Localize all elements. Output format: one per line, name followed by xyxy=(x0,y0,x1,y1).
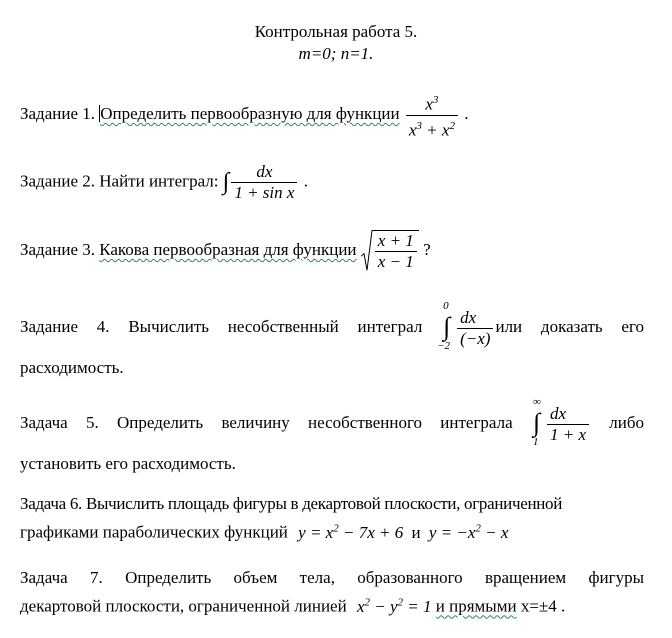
task-7-line1: Определить объем тела, образованного вращением фигуры xyxy=(125,568,645,587)
task-2 xyxy=(20,162,308,203)
task-2-text: Найти интеграл: xyxy=(99,171,219,191)
task-2-fraction: $\frac{dx}{\text{1 + sin x}}$ xyxy=(231,162,297,203)
task-2-label: Задание 2. xyxy=(20,171,95,191)
task-5-fraction: $\frac{dx}{1 + x}$ xyxy=(547,404,589,445)
task-3-tail: ? xyxy=(423,239,431,259)
task-6-line1: Вычислить площадь фигуры в декартовой плоскости, ограниченной xyxy=(85,494,563,513)
task-6-line2: графиками параболических функций $y = x^2 - 7x + 6$ и $y = -x^2 - x$ xyxy=(20,522,509,542)
task-1 xyxy=(20,90,468,140)
task-4 xyxy=(20,300,644,352)
definite-integral-sign: ∞ ∫ 1 xyxy=(532,396,541,448)
task-1-fraction: $\frac{x^3}{x^3 + x^2}$ xyxy=(406,90,458,140)
task-3 xyxy=(20,230,431,272)
task-6-formula-2: $y = -x^2 - x$ xyxy=(428,522,509,542)
integral-sign: ∫ xyxy=(222,169,230,195)
document-params: m=0; n=1. xyxy=(298,44,374,63)
task-5-line2: установить его расходимость. xyxy=(20,454,236,473)
document-title: Контрольная работа 5. xyxy=(254,22,418,41)
task-7-formula: $x^2 - y^2 = 1$ xyxy=(356,596,432,616)
task-4-label: Задание 4. xyxy=(20,316,110,336)
task-4-tail: или доказать его xyxy=(495,316,644,336)
task-6 xyxy=(20,494,562,514)
task-5 xyxy=(20,396,645,448)
task-3-text: Какова первообразная для функции xyxy=(99,239,357,259)
task-1-text: Определить первообразную для функции xyxy=(100,104,400,124)
task-7-line2: декартовой плоскости, ограниченной линией $x^2 - y^2 = 1$ и прямыми x=±4 . xyxy=(20,596,566,616)
definite-integral-sign: 0 ∫ −2 xyxy=(437,300,451,352)
task-7-label: Задача 7. xyxy=(20,568,103,587)
task-7 xyxy=(20,568,644,588)
task-6-formula-1: $y = x^2 - 7x + 6$ xyxy=(298,522,404,542)
task-6-label: Задача 6. xyxy=(20,494,82,513)
task-4-fraction: $\frac{dx}{(-x)}$ xyxy=(457,308,493,349)
task-5-label: Задача 5. xyxy=(20,412,99,432)
task-2-tail: . xyxy=(303,171,308,191)
task-1-label: Задание 1. xyxy=(20,104,95,124)
task-3-label: Задание 3. xyxy=(20,239,95,259)
task-5-tail: либо xyxy=(609,412,645,432)
task-4-text: Вычислить несобственный интеграл xyxy=(128,316,423,336)
task-3-sqrt: $\frac{x + 1}{x - 1}$ xyxy=(361,230,419,272)
task-5-text: Определить величину несобственного интеграла xyxy=(117,412,513,432)
task-4-line2: расходимость. xyxy=(20,358,124,377)
task-1-tail: . xyxy=(464,104,469,124)
